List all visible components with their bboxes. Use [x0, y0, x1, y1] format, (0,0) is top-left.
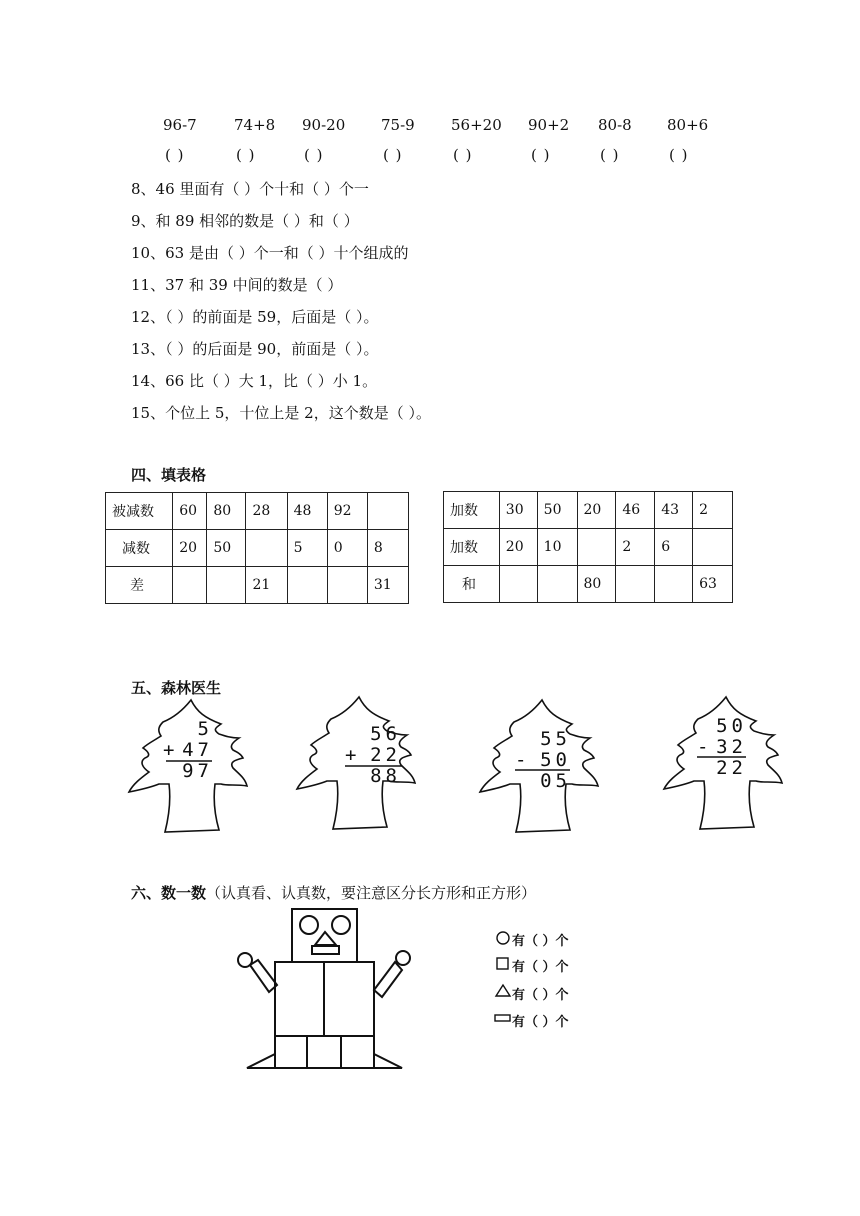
section-title: 四、填表格 [131, 466, 207, 484]
tree-bottom-number: 47 [182, 739, 213, 761]
table-cell: 92 [327, 493, 367, 530]
answer-blank[interactable]: ( ) [383, 146, 403, 164]
tree-top-number: 55 [540, 728, 571, 750]
answer-blank[interactable]: ( ) [531, 146, 551, 164]
tree-operator: - [697, 736, 713, 758]
table-cell: 20 [499, 529, 537, 566]
triangle-icon [247, 1054, 275, 1068]
circle-icon [497, 932, 509, 944]
question-item: 8、46 里面有（ ）个十和（ ）个一 [131, 180, 369, 198]
answer-blank[interactable]: ( ) [165, 146, 185, 164]
table-cell: 0 [327, 530, 367, 567]
tree-top-number: 56 [370, 723, 401, 745]
tree-sum [345, 724, 401, 787]
table-cell: 80 [207, 493, 246, 530]
question-item: 12、（ ）的前面是 59，后面是（ ）。 [131, 308, 379, 326]
answer-blank[interactable]: ( ) [669, 146, 689, 164]
table-cell: 31 [367, 567, 408, 604]
robot-arm-left [250, 960, 277, 992]
table-cell: 63 [693, 566, 733, 603]
tree-top-number: 5 [197, 718, 213, 740]
legend-item-square: 有（ ）个 [512, 960, 569, 975]
triangle-icon [315, 932, 336, 945]
circle-icon [332, 916, 350, 934]
calc-expression: 74+8 [234, 116, 276, 134]
tree-bottom-number: 22 [370, 744, 401, 766]
table-cell: 6 [655, 529, 693, 566]
tree-bottom-number: 50 [540, 749, 571, 771]
calc-expression: 90-20 [302, 116, 346, 134]
table-cell: 2 [693, 492, 733, 529]
table-cell: 43 [655, 492, 693, 529]
robot-legs [275, 1036, 374, 1068]
table-cell: 50 [207, 530, 246, 567]
answer-blank[interactable]: ( ) [304, 146, 324, 164]
tree-result: 88 [370, 765, 401, 787]
legend-item-triangle: 有（ ）个 [512, 988, 569, 1003]
tree-sum [515, 729, 571, 792]
table-cell: 加数 [444, 529, 500, 566]
tree-top-number: 50 [716, 715, 747, 737]
table-cell: 48 [287, 493, 327, 530]
table-cell: 20 [173, 530, 207, 567]
table-cell: 2 [616, 529, 655, 566]
tree-bottom-number: 32 [716, 736, 747, 758]
robot-figure [238, 909, 410, 1068]
question-item: 14、66 比（ ）大 1，比（ ）小 1。 [131, 372, 378, 390]
table-cell: 28 [246, 493, 287, 530]
answer-blank[interactable]: ( ) [453, 146, 473, 164]
question-item: 10、63 是由（ ）个一和（ ）十个组成的 [131, 244, 409, 262]
rectangle-icon [495, 1015, 510, 1021]
legend-item-rectangle: 有（ ）个 [512, 1015, 569, 1030]
tree-operator: + [163, 739, 179, 761]
section-title: 五、森林医生 [131, 679, 222, 697]
table-cell: 10 [537, 529, 577, 566]
question-item: 15、个位上 5，十位上是 2，这个数是（ ）。 [131, 404, 431, 422]
tree-operator: - [515, 749, 531, 771]
table-cell: 差 [106, 567, 173, 604]
section-note: （认真看、认真数，要注意区分长方形和正方形） [206, 884, 537, 902]
table-cell: 21 [246, 567, 287, 604]
tree-result: 22 [716, 757, 747, 779]
table-cell: 5 [287, 530, 327, 567]
table-cell: 被减数 [106, 493, 173, 530]
section-title [131, 882, 536, 903]
calc-expression: 80-8 [598, 116, 632, 134]
calc-expression: 56+20 [451, 116, 502, 134]
square-icon [497, 958, 508, 969]
table-cell: 8 [367, 530, 408, 567]
table-cell: 和 [444, 566, 500, 603]
robot-arm-right [374, 962, 402, 997]
table-cell: 50 [537, 492, 577, 529]
calc-expression: 80+6 [667, 116, 709, 134]
tree-result: 97 [182, 760, 213, 782]
answer-blank[interactable]: ( ) [600, 146, 620, 164]
table-cell: 减数 [106, 530, 173, 567]
calc-expression: 75-9 [381, 116, 415, 134]
rectangle-icon [312, 946, 339, 954]
circle-icon [300, 916, 318, 934]
calc-expression: 90+2 [528, 116, 570, 134]
table-cell: 60 [173, 493, 207, 530]
triangle-icon [496, 985, 510, 996]
tree-sum [697, 716, 747, 779]
triangle-icon [374, 1054, 402, 1068]
table-cell: 加数 [444, 492, 500, 529]
answer-blank[interactable]: ( ) [236, 146, 256, 164]
question-item: 13、（ ）的后面是 90，前面是（ ）。 [131, 340, 379, 358]
table-cell: 30 [499, 492, 537, 529]
tree-operator: + [345, 744, 361, 766]
table-cell: 80 [577, 566, 616, 603]
table-cell: 46 [616, 492, 655, 529]
tree-result: 05 [540, 770, 571, 792]
tree-sum [163, 719, 213, 782]
section-title-text: 六、数一数 [131, 884, 207, 902]
legend-item-circle: 有（ ）个 [512, 934, 569, 949]
calc-expression: 96-7 [163, 116, 197, 134]
question-item: 11、37 和 39 中间的数是（ ） [131, 276, 343, 294]
question-item: 9、和 89 相邻的数是（ ）和（ ） [131, 212, 359, 230]
circle-icon [396, 951, 410, 965]
table-cell: 20 [577, 492, 616, 529]
